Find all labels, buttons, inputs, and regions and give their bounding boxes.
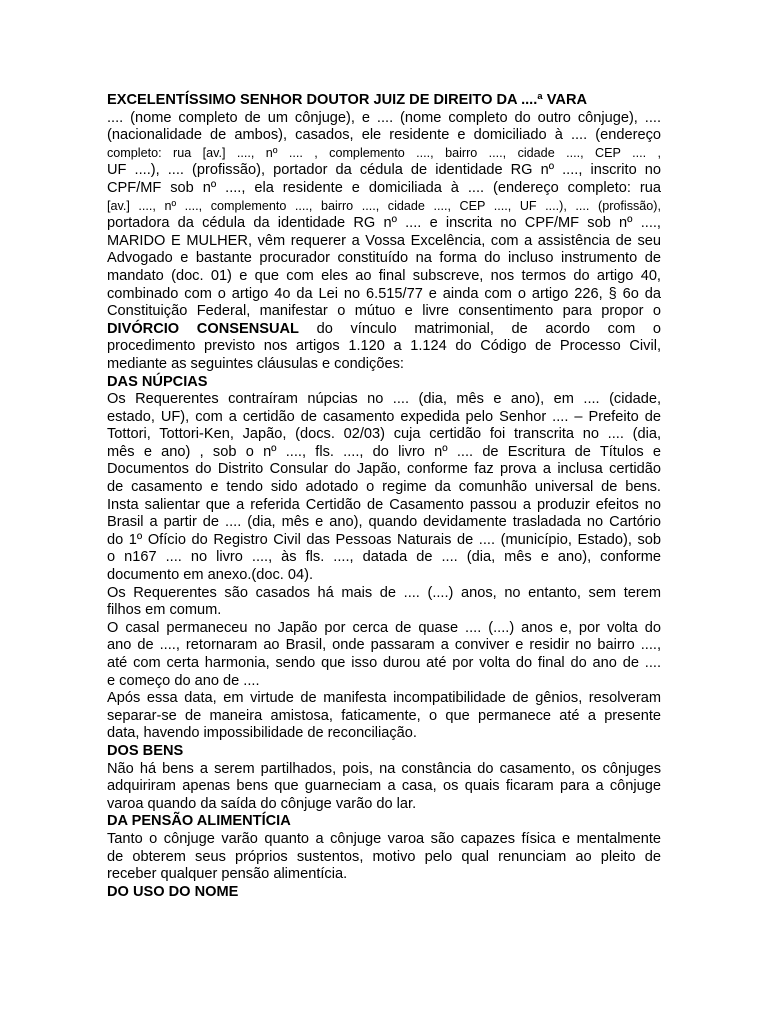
body-line: documento em anexo.(doc. 04).: [107, 567, 314, 584]
nupcias-paragraph-1: [107, 391, 661, 585]
body-line: varoa quando da saída do cônjuge varão do lar.: [107, 795, 417, 812]
intro-line: completo: rua [av.] ...., nº .... , complemento ...., bairro ...., cidade ...., CEP .... ,: [107, 145, 661, 160]
body-line: o n167 .... no livro ...., às fls. ...., datada de .... (dia, mês e ano), conforme: [107, 549, 661, 566]
intro-line: mediante as seguintes cláusulas e condições:: [107, 355, 404, 372]
intro-line: [107, 321, 661, 339]
intro-line: Constituição Federal, manifestar o mútuo e livre consentimento para propor o: [107, 303, 661, 320]
petition-document: [107, 92, 661, 901]
section-heading-bens: DOS BENS: [107, 742, 184, 759]
intro-line: portadora da cédula da identidade RG nº .... e inscrita no CPF/MF sob nº ....,: [107, 215, 661, 232]
document-title: EXCELENTÍSSIMO SENHOR DOUTOR JUIZ DE DIREITO DA ....ª VARA: [107, 92, 588, 108]
intro-line: procedimento previsto nos artigos 1.120 a 1.124 do Código de Processo Civil,: [107, 338, 661, 355]
bens-paragraph: [107, 761, 661, 814]
intro-paragraph: [107, 110, 661, 374]
body-line: até com certa harmonia, sendo que isso durou até por volta do final do ano de ....: [107, 655, 661, 671]
intro-line: mandato (doc. 01) e que com eles ao final subscreve, nos termos do artigo 40,: [107, 267, 661, 284]
body-line: O casal permaneceu no Japão por cerca de quase .... (....) anos e, por volta do: [107, 619, 661, 636]
body-line: Após essa data, em virtude de manifesta incompatibilidade de gênios, resolveram: [107, 690, 661, 707]
body-line: filhos em comum.: [107, 602, 222, 619]
section-heading-nupcias: DAS NÚPCIAS: [107, 373, 208, 390]
intro-line: Advogado e bastante procurador constituído na forma do incluso instrumento de: [107, 250, 661, 267]
body-line: Os Requerentes contraíram núpcias no .... (dia, mês e ano), em .... (cidade,: [107, 391, 661, 408]
body-line: data, havendo impossibilidade de reconciliação.: [107, 725, 417, 742]
body-line: receber qualquer pensão alimentícia.: [107, 866, 348, 883]
body-line: mês e ano) , sob o nº ...., fls. ...., do livro nº .... de Escritura de Títulos e: [107, 443, 661, 460]
intro-line-rest: do vínculo matrimonial, de acordo com o: [298, 320, 661, 337]
body-line: separar-se de maneira amistosa, faticamente, o que permanece até a presente: [107, 707, 661, 724]
body-line: Documentos do Distrito Consular do Japão, conforme faz prova a inclusa certidão: [107, 461, 661, 478]
body-line: de obterem seus próprios sustentos, motivo pelo qual renunciam ao pleito de: [107, 848, 661, 865]
intro-line: [av.] ...., nº ...., complemento ...., bairro ...., cidade ...., CEP ...., UF ....), .... (profissão),: [107, 198, 661, 213]
body-line: de casamento e tendo sido adotado o regime da comunhão universal de bens.: [107, 479, 661, 496]
intro-line: (nacionalidade de ambos), casados, ele residente e domiciliado à .... (endereço: [107, 127, 661, 144]
body-line: do 1º Ofício do Registro Civil das Pessoas Naturais de .... (município, Estado), sob: [107, 531, 661, 548]
body-line: Os Requerentes são casados há mais de .... (....) anos, no entanto, sem terem: [107, 584, 661, 601]
body-line: adquiriram apenas bens que guarneciam a casa, os quais ficaram para a cônjuge: [107, 778, 661, 795]
divorce-term: DIVÓRCIO CONSENSUAL: [107, 320, 299, 337]
nupcias-paragraph-4: [107, 690, 661, 743]
intro-line: MARIDO E MULHER, vêm requerer a Vossa Excelência, com a assistência de seu: [107, 232, 661, 249]
section-heading-pensao: DA PENSÃO ALIMENTÍCIA: [107, 813, 291, 830]
pensao-paragraph: [107, 831, 661, 884]
intro-line: .... (nome completo de um cônjuge), e .... (nome completo do outro cônjuge), ....: [107, 109, 661, 126]
body-line: Tanto o cônjuge varão quanto a cônjuge varoa são capazes física e mentalmente: [107, 830, 661, 847]
intro-line: combinado com o artigo 4o da Lei no 6.515/77 e ainda com o artigo 226, § 6o da: [107, 285, 661, 302]
intro-line: UF ....), .... (profissão), portador da cédula de identidade RG nº ...., inscrito no: [107, 162, 661, 179]
body-line: e começo do ano de ....: [107, 672, 260, 689]
body-line: Brasil a partir de .... (dia, mês e ano), quando devidamente trasladada no Cartório: [107, 514, 661, 531]
nupcias-paragraph-2: [107, 585, 661, 620]
section-heading-nome: DO USO DO NOME: [107, 883, 239, 900]
body-line: Tottori, Tottori-Ken, Japão, (docs. 02/03) cuja certidão foi transcrita no .... (dia,: [107, 426, 661, 443]
nupcias-paragraph-3: [107, 620, 661, 690]
body-line: Insta salientar que a referida Certidão de Casamento passou a produzir efeitos no: [107, 496, 661, 513]
intro-line: CPF/MF sob nº ...., ela residente e domiciliada à .... (endereço completo: rua: [107, 179, 661, 196]
body-line: estado, UF), com a certidão de casamento expedida pelo Senhor .... – Prefeito de: [107, 408, 661, 425]
body-line: ano de ...., retornaram ao Brasil, onde passaram a conviver e residir no bairro ....,: [107, 637, 661, 654]
body-line: Não há bens a serem partilhados, pois, na constância do casamento, os cônjuges: [107, 760, 661, 777]
